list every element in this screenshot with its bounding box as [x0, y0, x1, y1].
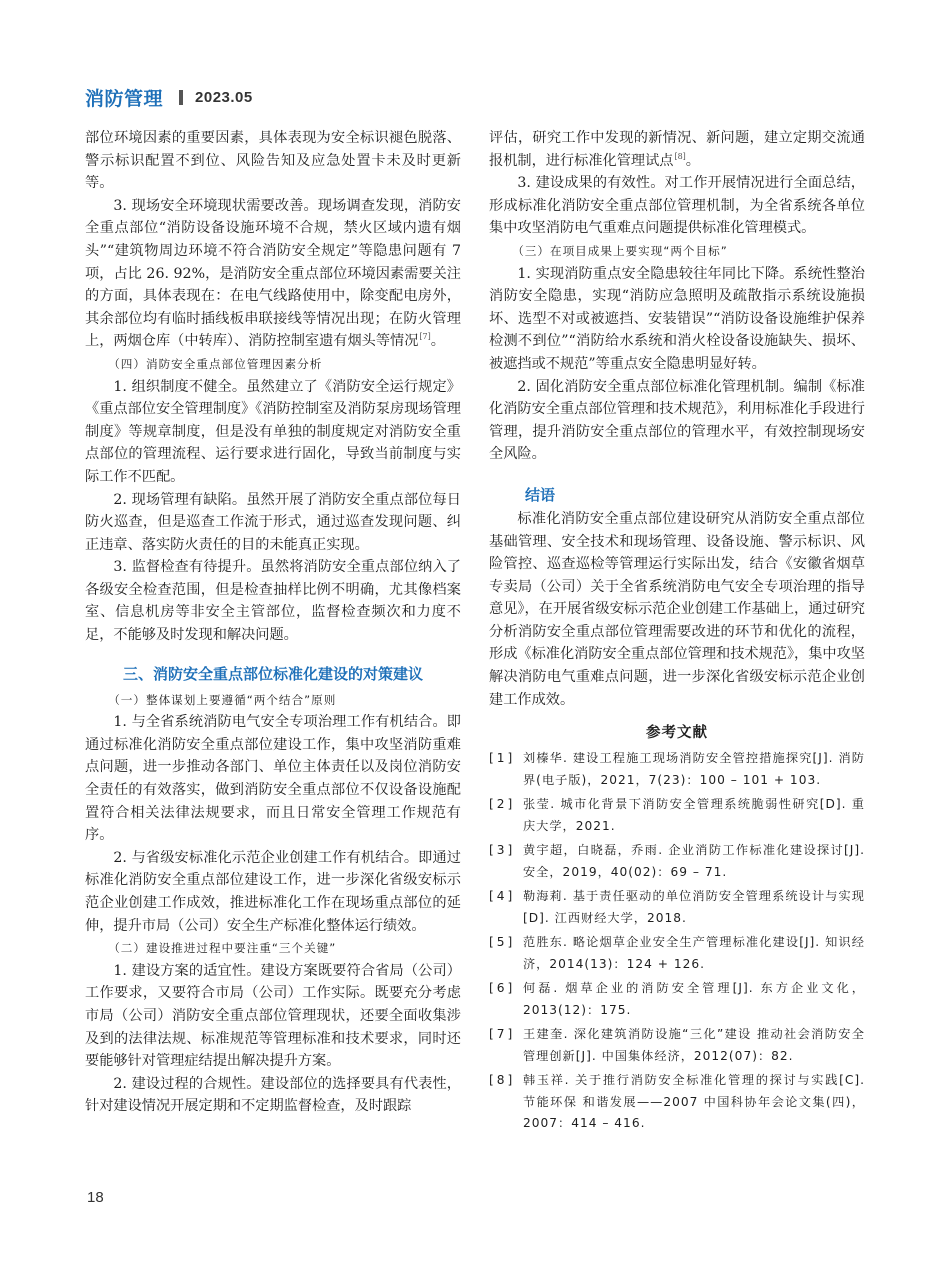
- reference-item: [489, 1070, 865, 1135]
- paragraph: 1. 建设方案的适宜性。建设方案既要符合省局（公司）工作要求，又要符合市局（公司）工作实际。既要充分考虑市局（公司）消防安全重点部位管理现状，还要全面收集涉及到的法律法规、标准规范等管理标准和技术要求，同时还要能够针对管理症结提出解决提升方案。: [85, 962, 461, 1070]
- paragraph: 2. 与省级安标准化示范企业创建工作有机结合。即通过标准化消防安全重点部位建设工作，进一步深化省级安标示范企业创建工作成效，推进标准化工作在现场重点部位的延伸，提升市局（公司）安全生产标准化整体运行绩效。: [85, 849, 461, 934]
- reference-number: [2]: [489, 797, 516, 812]
- subsection-heading: （一）整体谋划上要遵循“两个结合”原则: [108, 692, 337, 707]
- paragraph: 部位环境因素的重要因素，具体表现为安全标识褪色脱落、警示标识配置不到位、风险告知及应急处置卡未及时更新等。: [85, 130, 461, 192]
- reference-text: 何磊. 烟草企业的消防安全管理[J]. 东方企业文化，2013(12)：175.: [523, 981, 865, 1017]
- subsection-heading: （三）在项目成果上要实现“两个目标”: [512, 243, 728, 258]
- reference-item: [489, 978, 865, 1021]
- subsection-heading: （四）消防安全重点部位管理因素分析: [108, 356, 323, 371]
- page-number: 18: [87, 1189, 104, 1206]
- reference-number: [6]: [489, 981, 516, 996]
- reference-text: 韩玉祥. 关于推行消防安全标准化管理的探讨与实践[C]. 节能环保 和谐发展——2007 中国科协年会论文集(四)，2007：414 – 416.: [523, 1073, 865, 1131]
- reference-item: [489, 748, 865, 791]
- paragraph: 2. 现场管理有缺陷。虽然开展了消防安全重点部位每日防火巡查，但是巡查工作流于形式，通过巡查发现问题、纠正违章、落实防火责任的目的未能真正实现。: [85, 491, 461, 553]
- paragraph: 1. 与全省系统消防电气安全专项治理工作有机结合。即通过标准化消防安全重点部位建设工作，集中攻坚消防重难点问题，进一步推动各部门、单位主体责任以及岗位消防安全责任的有效落实，做到消防安全重点部位不仅设备设施配置符合相关法律法规要求，而且日常安全管理工作规范有序。: [85, 714, 461, 844]
- paragraph: 3. 建设成果的有效性。对工作开展情况进行全面总结，形成标准化消防安全重点部位管理机制，为全省系统各单位集中攻坚消防电气重难点问题提供标准化管理模式。: [489, 175, 865, 237]
- reference-number: [7]: [489, 1027, 516, 1042]
- paragraph: 1. 组织制度不健全。虽然建立了《消防安全运行规定》《重点部位安全管理制度》《消防控制室及消防泵房现场管理制度》等规章制度，但是没有单独的制度规定对消防安全重点部位的管理流程、运行要求进行固化，导致当前制度与实际工作不匹配。: [85, 378, 461, 485]
- references-list: [489, 748, 865, 1135]
- left-column: [85, 127, 461, 1118]
- references-heading: 参考文献: [646, 725, 708, 742]
- reference-number: [3]: [489, 843, 516, 858]
- paragraph: [85, 195, 461, 353]
- journal-name: 消防管理: [85, 87, 164, 110]
- page-header: [85, 82, 253, 112]
- paragraph-end: 。: [685, 152, 700, 169]
- subsection-heading: （二）建设推进过程中要注重“三个关键”: [108, 941, 337, 956]
- reference-text: 王建奎. 深化建筑消防设施“三化”建设 推动社会消防安全管理创新[J]. 中国集体经济，2012(07)：82.: [523, 1027, 865, 1063]
- reference-item: [489, 840, 865, 883]
- reference-number: [5]: [489, 935, 516, 950]
- citation: [8]: [674, 151, 686, 161]
- paragraph-text: 3. 现场安全环境现状需要改善。现场调查发现，消防安全重点部位“消防设备设施环境不合规，禁火区域内遗有烟头”“建筑物周边环境不符合消防安全规定”等隐患问题有 7 项，占比 26. 92%，是消防安全重点部位环境因素需要关注的方面，具体表现在：在电气线路使用中，除变配电房外，其余部位均有临时插线板串联接线等情况出现；在防火管理上，两烟仓库（中转库）、消防控制室遗有烟头等情况: [85, 197, 461, 350]
- reference-number: [4]: [489, 889, 516, 904]
- paragraph: 标准化消防安全重点部位建设研究从消防安全重点部位基础管理、安全技术和现场管理、设备设施、警示标识、风险管控、巡查巡检等管理运行实际出发，结合《安徽省烟草专卖局（公司）关于全省系统消防电气安全专项治理的指导意见》，在开展省级安标示范企业创建工作基础上，通过研究分析消防安全重点部位管理需要改进的环节和优化的流程，形成《标准化消防安全重点部位管理和技术规范》，集中攻坚解决消防电气重难点问题，进一步深化省级安标示范企业创建工作成效。: [489, 510, 865, 708]
- paragraph: 2. 建设过程的合规性。建设部位的选择要具有代表性，针对建设情况开展定期和不定期监督检查，及时跟踪: [85, 1075, 461, 1115]
- right-column: [489, 127, 865, 1138]
- reference-text: 黄宇超，白晓磊，乔雨. 企业消防工作标准化建设探讨[J]. 安全，2019，40(02)：69 – 71.: [523, 843, 865, 879]
- reference-text: 张莹. 城市化背景下消防安全管理系统脆弱性研究[D]. 重庆大学，2021.: [523, 797, 865, 833]
- paragraph-end: 。: [430, 333, 445, 350]
- paragraph: 2. 固化消防安全重点部位标准化管理机制。编制《标准化消防安全重点部位管理和技术规范》，利用标准化手段进行管理，提升消防安全重点部位的管理水平，有效控制现场安全风险。: [489, 378, 865, 463]
- paragraph: 3. 监督检查有待提升。虽然将消防安全重点部位纳入了各级安全检查范围，但是检查抽样比例不明确，尤其像档案室、信息机房等非安全主管部位，监督检查频次和力度不足，不能够及时发现和解决问题。: [85, 559, 461, 644]
- reference-item: [489, 886, 865, 929]
- citation: [7]: [419, 332, 431, 342]
- section-heading: 三、消防安全重点部位标准化建设的对策建议: [122, 664, 423, 683]
- issue-number: 2023.05: [195, 88, 253, 106]
- reference-number: [1]: [489, 751, 516, 766]
- conclusion-heading: 结语: [525, 485, 556, 504]
- paragraph: [489, 127, 865, 172]
- reference-text: 勒海莉. 基于责任驱动的单位消防安全管理系统设计与实现[D]. 江西财经大学，2018.: [523, 889, 865, 925]
- reference-number: [8]: [489, 1073, 516, 1088]
- reference-item: [489, 1024, 865, 1067]
- reference-text: 范胜东. 略论烟草企业安全生产管理标准化建设[J]. 知识经济，2014(13)：124 + 126.: [523, 935, 865, 971]
- paragraph: 1. 实现消防重点安全隐患较往年同比下降。系统性整治消防安全隐患，实现“消防应急照明及疏散指示系统设施损坏、选型不对或被遮挡、安装错误”“消防设备设施维护保养检测不到位”“消防给水系统和消火栓设备设施缺失、损坏、被遮挡或不规范”等重点安全隐患明显好转。: [489, 265, 865, 372]
- header-divider: [179, 90, 183, 105]
- paragraph-text: 评估，研究工作中发现的新情况、新问题，建立定期交流通报机制，进行标准化管理试点: [489, 130, 865, 169]
- reference-item: [489, 794, 865, 837]
- reference-text: 刘榛华. 建设工程施工现场消防安全管控措施探究[J]. 消防界(电子版)，2021，7(23)：100 – 101 + 103.: [523, 751, 865, 787]
- reference-item: [489, 932, 865, 975]
